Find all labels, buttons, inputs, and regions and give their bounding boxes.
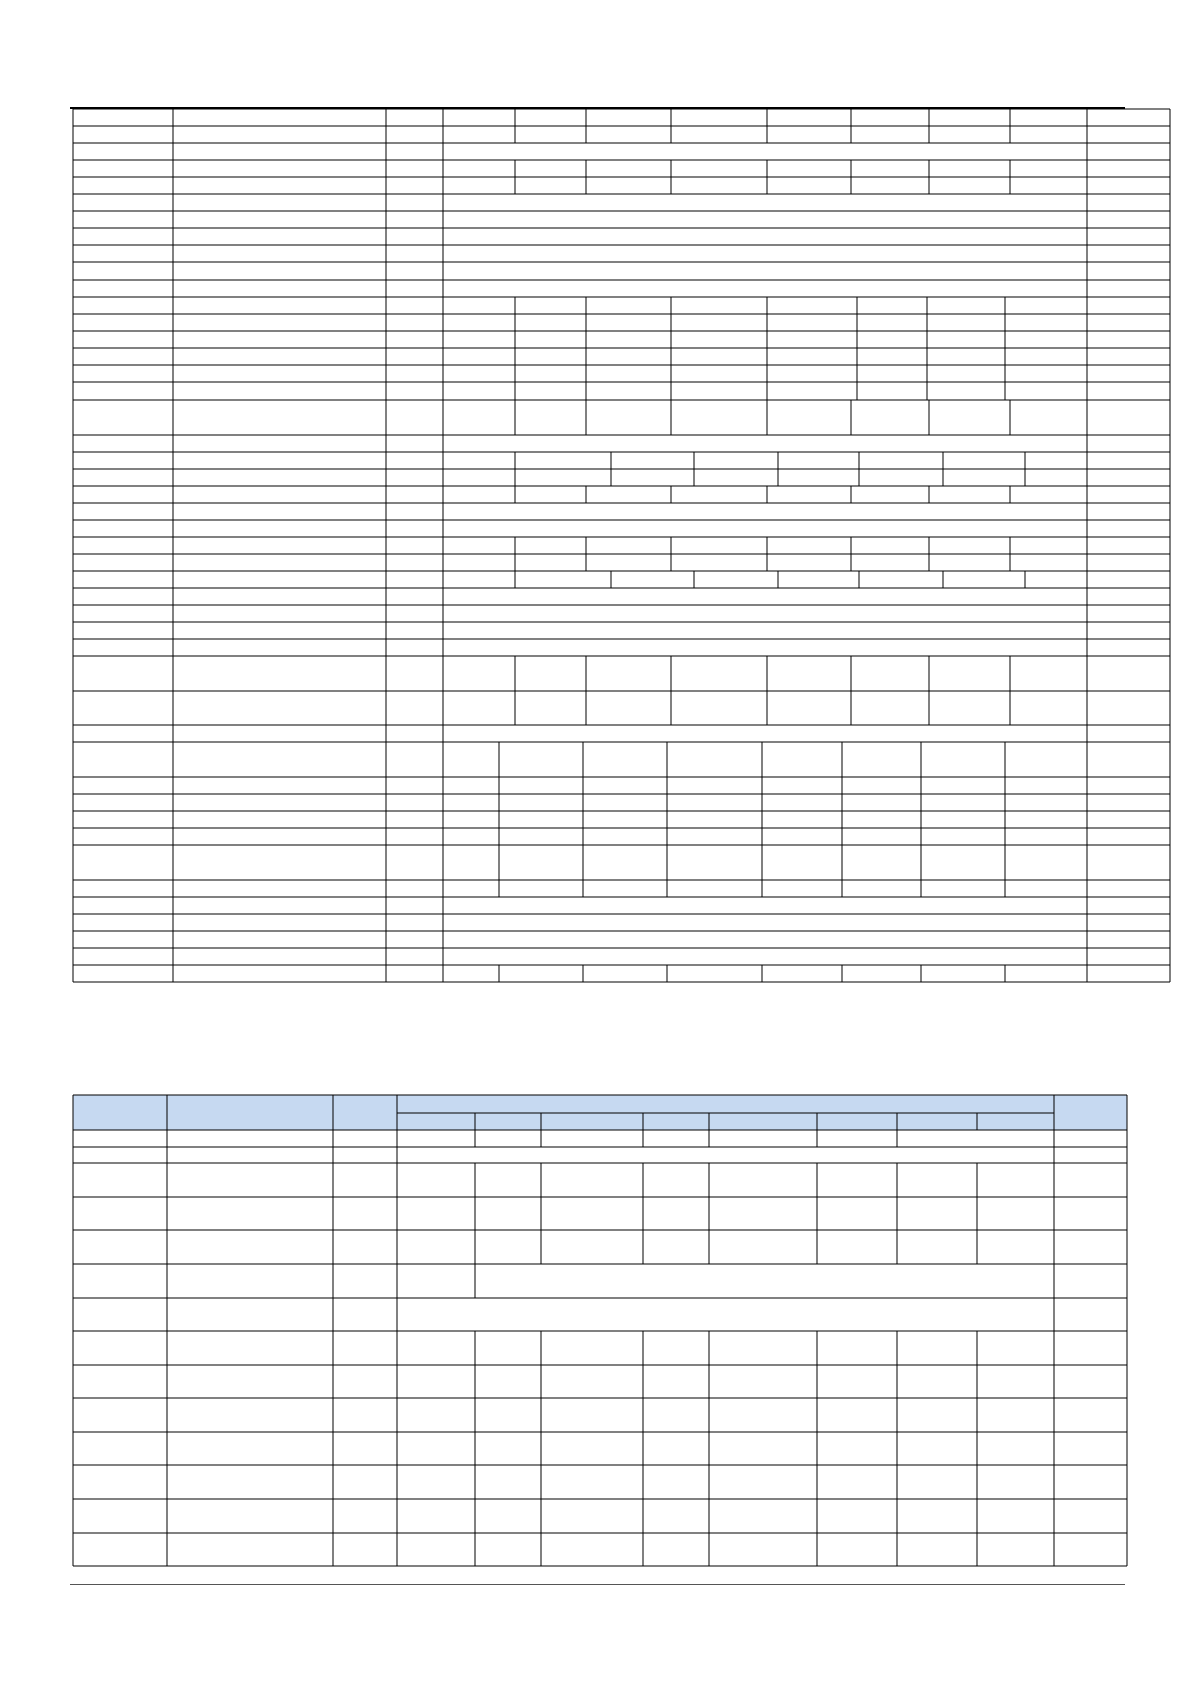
footer-rule (70, 1584, 1125, 1585)
